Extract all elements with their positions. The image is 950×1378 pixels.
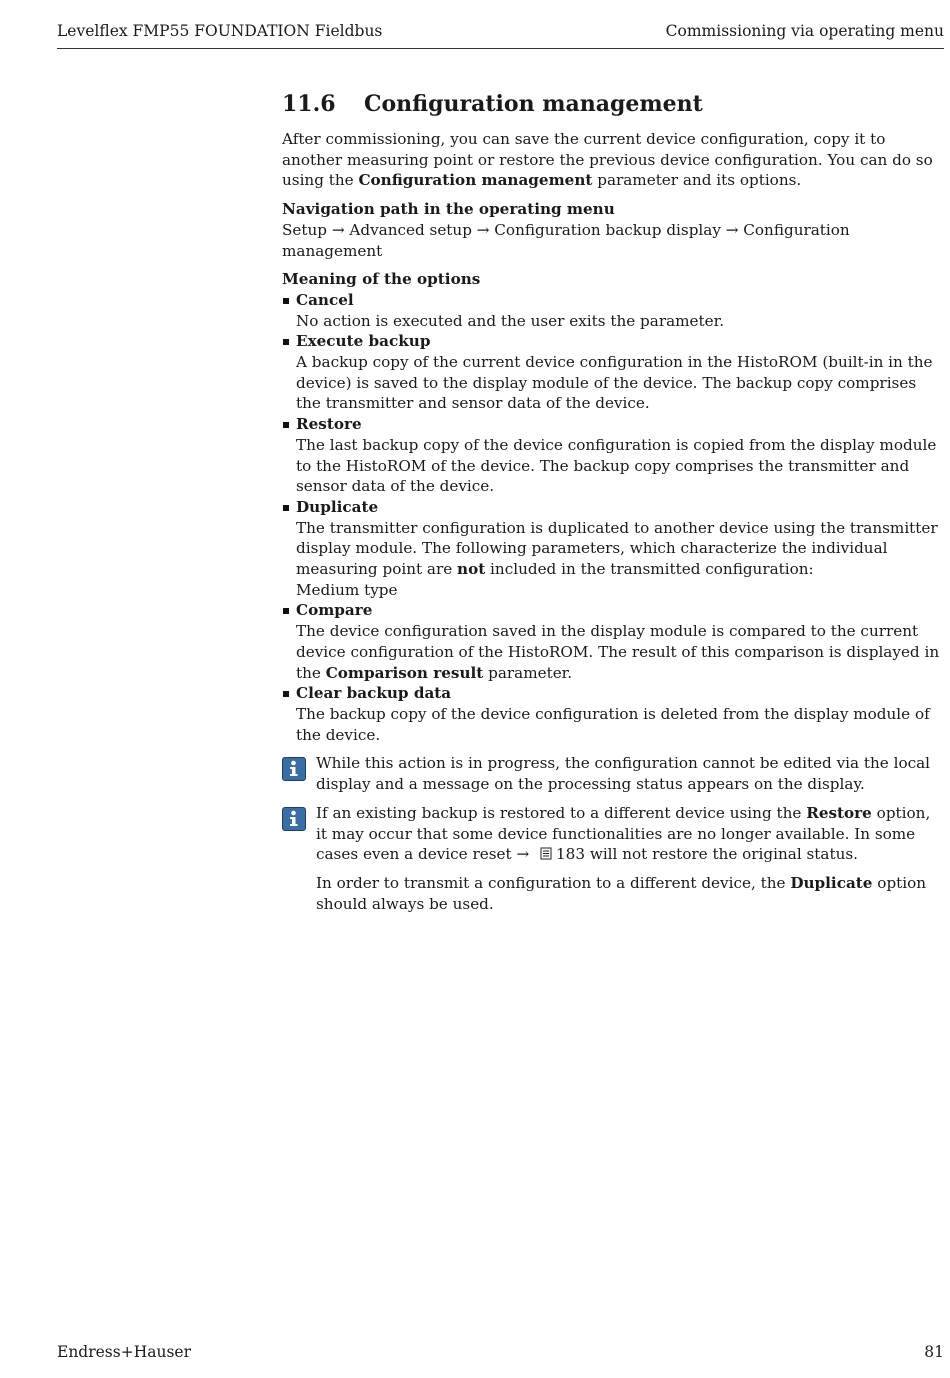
option-description-parameter: Comparison result — [325, 663, 484, 682]
option-name: Clear backup data — [296, 684, 452, 703]
header-document-title: Levelflex FMP55 FOUNDATION Fieldbus — [57, 22, 383, 40]
option-name: Cancel — [296, 290, 354, 309]
header-rule — [57, 48, 944, 49]
section-heading — [282, 89, 942, 119]
option-description: A backup copy of the current device configuration in the HistoROM (built-in in the device) is saved to the display module of the device. The backup copy comprises the transmitter and sensor data of the device. — [296, 353, 933, 413]
note-text-duplicate — [316, 873, 942, 914]
intro-text: After commissioning, you can save the current device configuration, copy it to another measuring point or restore the previous device configuration. You can do so using the — [282, 130, 933, 190]
option-description-text: The device configuration saved in the display module is compared to the current device configuration of the HistoROM. The result of this comparison is displayed in the — [296, 622, 940, 682]
section-number: 11.6 — [282, 91, 336, 117]
excluded-parameter: Medium type — [296, 580, 398, 599]
option-clear-backup-data — [282, 683, 942, 745]
option-cancel — [282, 290, 942, 331]
navigation-path: Setup → Advanced setup → Configuration backup display → Configuration management — [282, 220, 850, 260]
option-duplicate — [282, 497, 942, 601]
option-name: Execute backup — [296, 332, 431, 351]
header-chapter-title: Commissioning via operating menu — [665, 22, 944, 40]
section-title: Configuration management — [364, 91, 703, 117]
note-text-start: If an existing backup is restored to a different device using the — [316, 803, 807, 822]
info-note-restore — [282, 803, 942, 915]
option-name: Duplicate — [296, 497, 379, 516]
option-description-text-end: parameter. — [483, 663, 573, 682]
option-execute-backup — [282, 331, 942, 414]
page-reference-link[interactable]: 183 — [556, 845, 585, 864]
page-content — [282, 89, 942, 914]
option-description — [296, 518, 942, 580]
option-compare — [282, 600, 942, 683]
note-text-end: will not restore the original status. — [585, 845, 858, 864]
info-icon — [282, 757, 306, 781]
options-heading: Meaning of the options — [282, 270, 481, 289]
intro-parameter-name: Configuration management — [358, 171, 593, 190]
option-name: Compare — [296, 601, 373, 620]
option-description: No action is executed and the user exits the parameter. — [296, 311, 725, 330]
info-icon — [282, 807, 306, 831]
intro-paragraph — [282, 129, 942, 191]
option-description-text: The transmitter configuration is duplicated to another device using the transmitter display module. The following parameters, which characterize the individual measuring point are — [296, 518, 938, 579]
note-option-name: Duplicate — [790, 873, 873, 892]
option-description — [296, 621, 942, 683]
option-description: The backup copy of the device configuration is deleted from the display module of the device. — [296, 704, 930, 744]
option-restore — [282, 414, 942, 497]
info-note-progress — [282, 753, 942, 794]
note-text — [316, 803, 942, 865]
options-list — [282, 290, 942, 745]
option-description-emphasis: not — [457, 560, 486, 579]
footer-company: Endress+Hauser — [57, 1343, 191, 1361]
navigation-heading: Navigation path in the operating menu — [282, 200, 615, 219]
option-description: The last backup copy of the device configuration is copied from the display module to the HistoROM of the device. The backup copy comprises the transmitter and sensor data of the device. — [296, 435, 937, 496]
footer-page-number: 81 — [924, 1343, 944, 1361]
note-option-name: Restore — [806, 803, 872, 822]
note-text-start: In order to transmit a configuration to a different device, the — [316, 873, 791, 892]
note-text: While this action is in progress, the configuration cannot be edited via the local display and a message on the processing status appears on the display. — [316, 754, 931, 794]
option-description-text-end: included in the transmitted configuration: — [485, 560, 814, 579]
note-text-middle: option, it may occur that some device functionalities are no longer available. In some cases even a device reset → — [316, 803, 931, 864]
page-reference-icon — [540, 845, 552, 858]
note-text-end: option should always be used. — [316, 873, 927, 913]
option-name: Restore — [296, 415, 362, 434]
intro-text-end: parameter and its options. — [592, 171, 802, 190]
